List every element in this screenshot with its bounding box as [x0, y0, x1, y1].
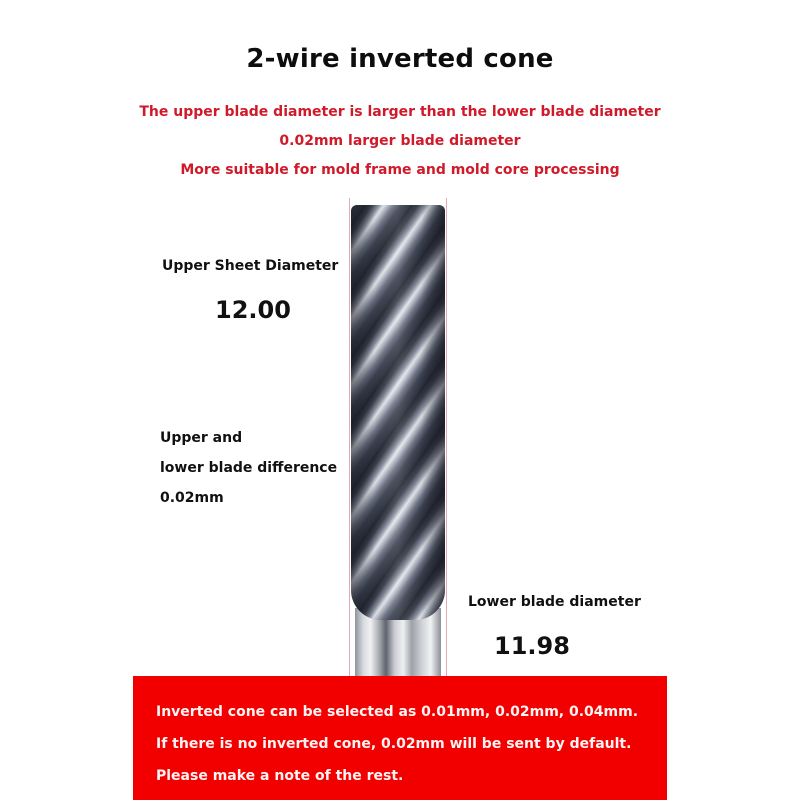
upper-diameter-value: 12.00 [215, 296, 291, 324]
upper-diameter-label: Upper Sheet Diameter [162, 258, 339, 274]
notice-line-3: Please make a note of the rest. [156, 768, 404, 784]
tool-flutes [351, 205, 445, 620]
subtitle-line-1: The upper blade diameter is larger than the lower blade diameter [139, 104, 661, 120]
page-title: 2-wire inverted cone [246, 44, 554, 74]
lower-diameter-value: 11.98 [494, 632, 570, 660]
lower-diameter-label: Lower blade diameter [468, 594, 641, 610]
notice-line-1: Inverted cone can be selected as 0.01mm, 0.02mm, 0.04mm. [156, 704, 639, 720]
notice-line-2: If there is no inverted cone, 0.02mm will be sent by default. [156, 736, 632, 752]
blade-difference-line-2: lower blade difference [160, 460, 338, 476]
blade-difference-line-3: 0.02mm [160, 490, 224, 506]
subtitle-line-3: More suitable for mold frame and mold core processing [180, 162, 620, 178]
blade-difference-label [160, 423, 337, 513]
subtitle-line-2: 0.02mm larger blade diameter [279, 133, 521, 149]
end-mill-illustration [349, 198, 447, 688]
right-guide-line [446, 198, 447, 678]
blade-difference-line-1: Upper and [160, 430, 243, 446]
notice-box [133, 676, 667, 800]
left-guide-line [349, 198, 350, 678]
